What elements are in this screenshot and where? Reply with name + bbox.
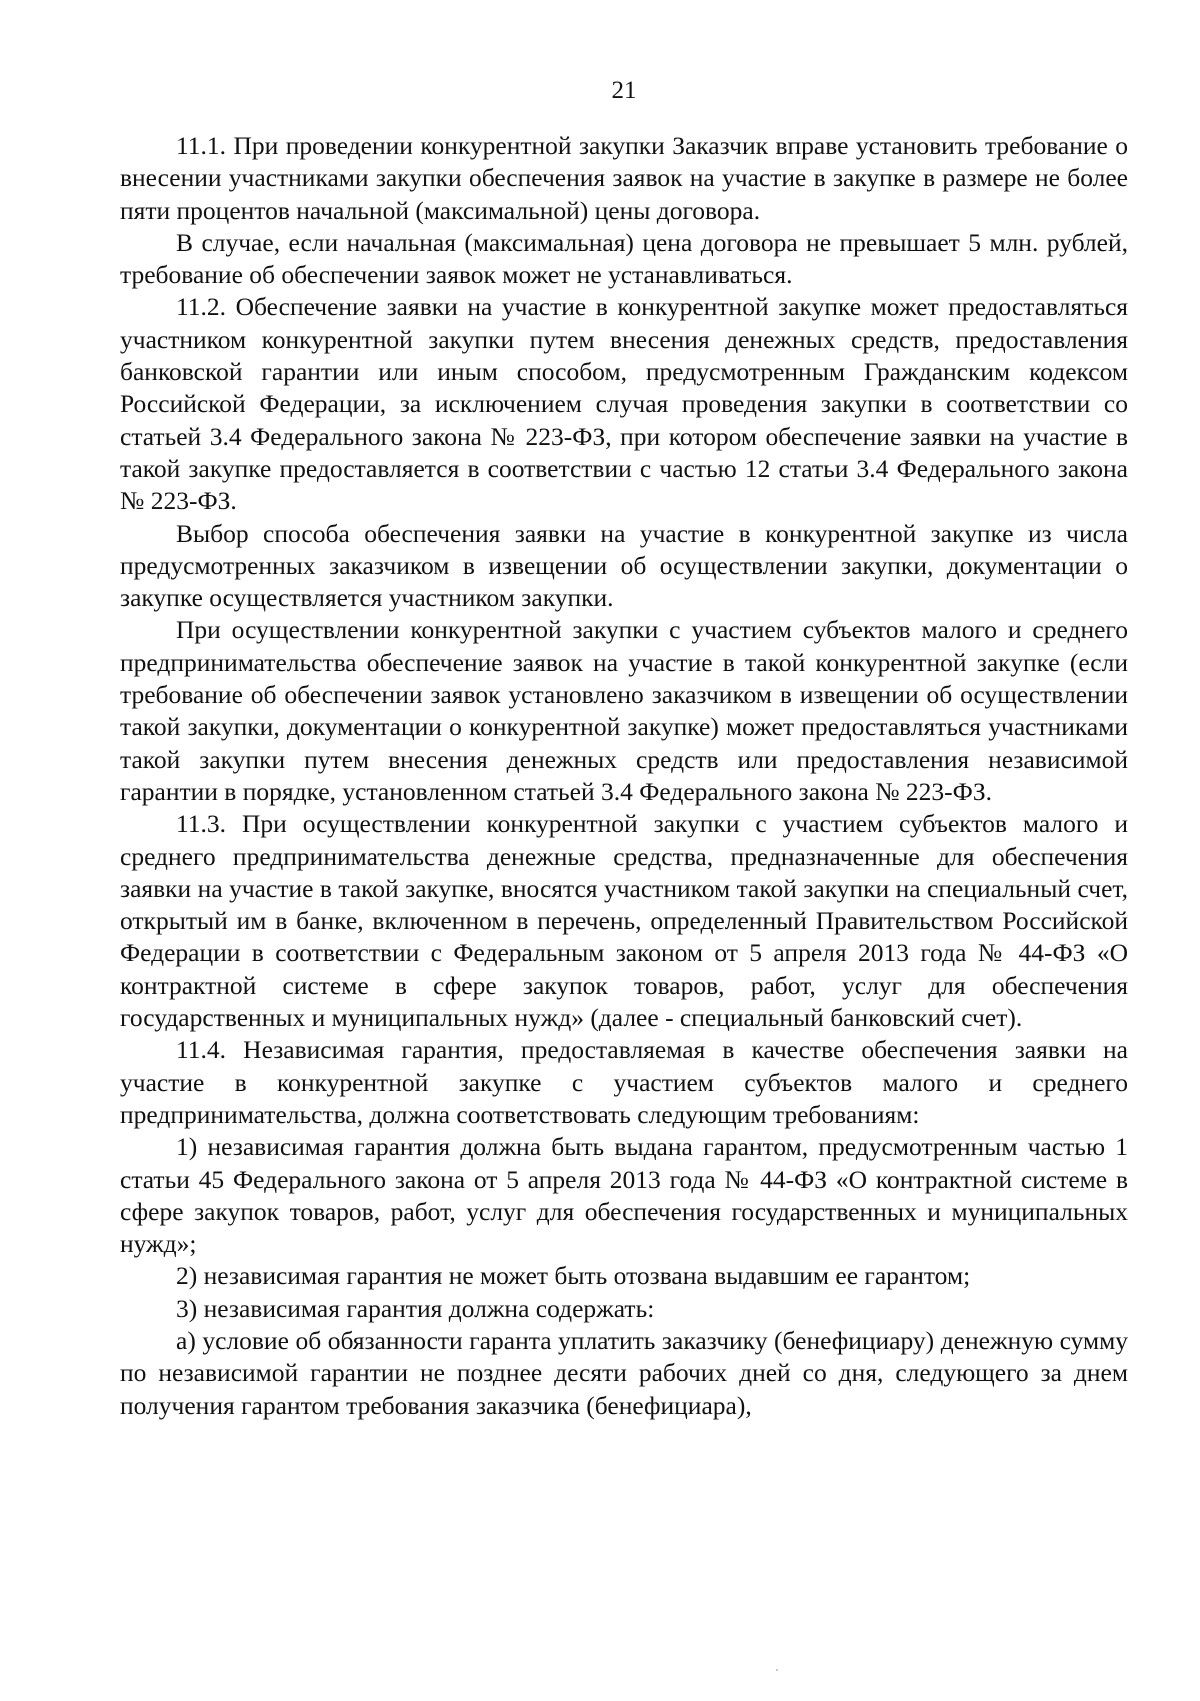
document-body	[120, 130, 1128, 1422]
page-number: 21	[611, 77, 637, 104]
paragraph-11-4: 11.4. Независимая гарантия, предоставляемая в качестве обеспечения заявки на участие в конкурентной закупке с участием субъектов малого и среднего предпринимательства, должна соответствовать следующим требованиям:	[120, 1035, 1128, 1129]
paragraph-security-choice: Выбор способа обеспечения заявки на участие в конкурентной закупке из числа предусмотренных заказчиком в извещении об осуществлении закупки, документации о закупке осуществляется участником закупки.	[120, 518, 1128, 613]
list-item-2: 2) независимая гарантия не может быть отозвана выдавшим ее гарантом;	[176, 1261, 971, 1291]
list-item-3: 3) независимая гарантия должна содержать:	[176, 1293, 655, 1323]
list-item-1: 1) независимая гарантия должна быть выдана гарантом, предусмотренным частью 1 статьи 45 Федерального закона от 5 апреля 2013 года № 44-ФЗ «О контрактной системе в сфере закупок товаров, работ, услуг для обеспечения государственных и муниципальных нужд»;	[120, 1132, 1128, 1259]
paragraph-sme-security: При осуществлении конкурентной закупки с участием субъектов малого и среднего предпринимательства обеспечение заявок на участие в такой конкурентной закупке (если требование об обеспечении заявок установлено заказчиком в извещении об осуществлении такой закупки, документации о конкурентной закупке) может предоставляться участниками такой закупки путем внесения денежных средств или предоставления независимой гарантии в порядке, установленном статьей 3.4 Федерального закона № 223-ФЗ.	[120, 615, 1128, 806]
scan-artifact-dot	[776, 1669, 778, 1671]
paragraph-11-2: 11.2. Обеспечение заявки на участие в конкурентной закупке может предоставляться участником конкурентной закупки путем внесения денежных средств, предоставления банковской гарантии или иным способом, предусмотренным Гражданским кодексом Российской Федерации, за исключением случая проведения закупки в соответствии со статьей 3.4 Федерального закона № 223-ФЗ, при котором обеспечение заявки на участие в такой закупке предоставляется в соответствии с частью 12 статьи 3.4 Федерального закона № 223-ФЗ.	[120, 292, 1128, 516]
paragraph-11-1: 11.1. При проведении конкурентной закупки Заказчик вправе установить требование о внесении участниками закупки обеспечения заявок на участие в закупке в размере не более пяти процентов начальной (максимальной) цены договора.	[120, 131, 1128, 225]
paragraph-price-threshold: В случае, если начальная (максимальная) цена договора не превышает 5 млн. рублей, требование об обеспечении заявок может не устанавливаться.	[120, 227, 1128, 290]
list-item-3a: а) условие об обязанности гаранта уплатить заказчику (бенефициару) денежную сумму по независимой гарантии не позднее десяти рабочих дней со дня, следующего за днем получения гарантом требования заказчика (бенефициара),	[120, 1325, 1128, 1420]
paragraph-11-3: 11.3. При осуществлении конкурентной закупки с участием субъектов малого и среднего предпринимательства денежные средства, предназначенные для обеспечения заявки на участие в такой закупке, вносятся участником такой закупки на специальный счет, открытый им в банке, включенном в перечень, определенный Правительством Российской Федерации в соответствии с Федеральным законом от 5 апреля 2013 года № 44-ФЗ «О контрактной системе в сфере закупок товаров, работ, услуг для обеспечения государственных и муниципальных нужд» (далее - специальный банковский счет).	[120, 809, 1128, 1033]
